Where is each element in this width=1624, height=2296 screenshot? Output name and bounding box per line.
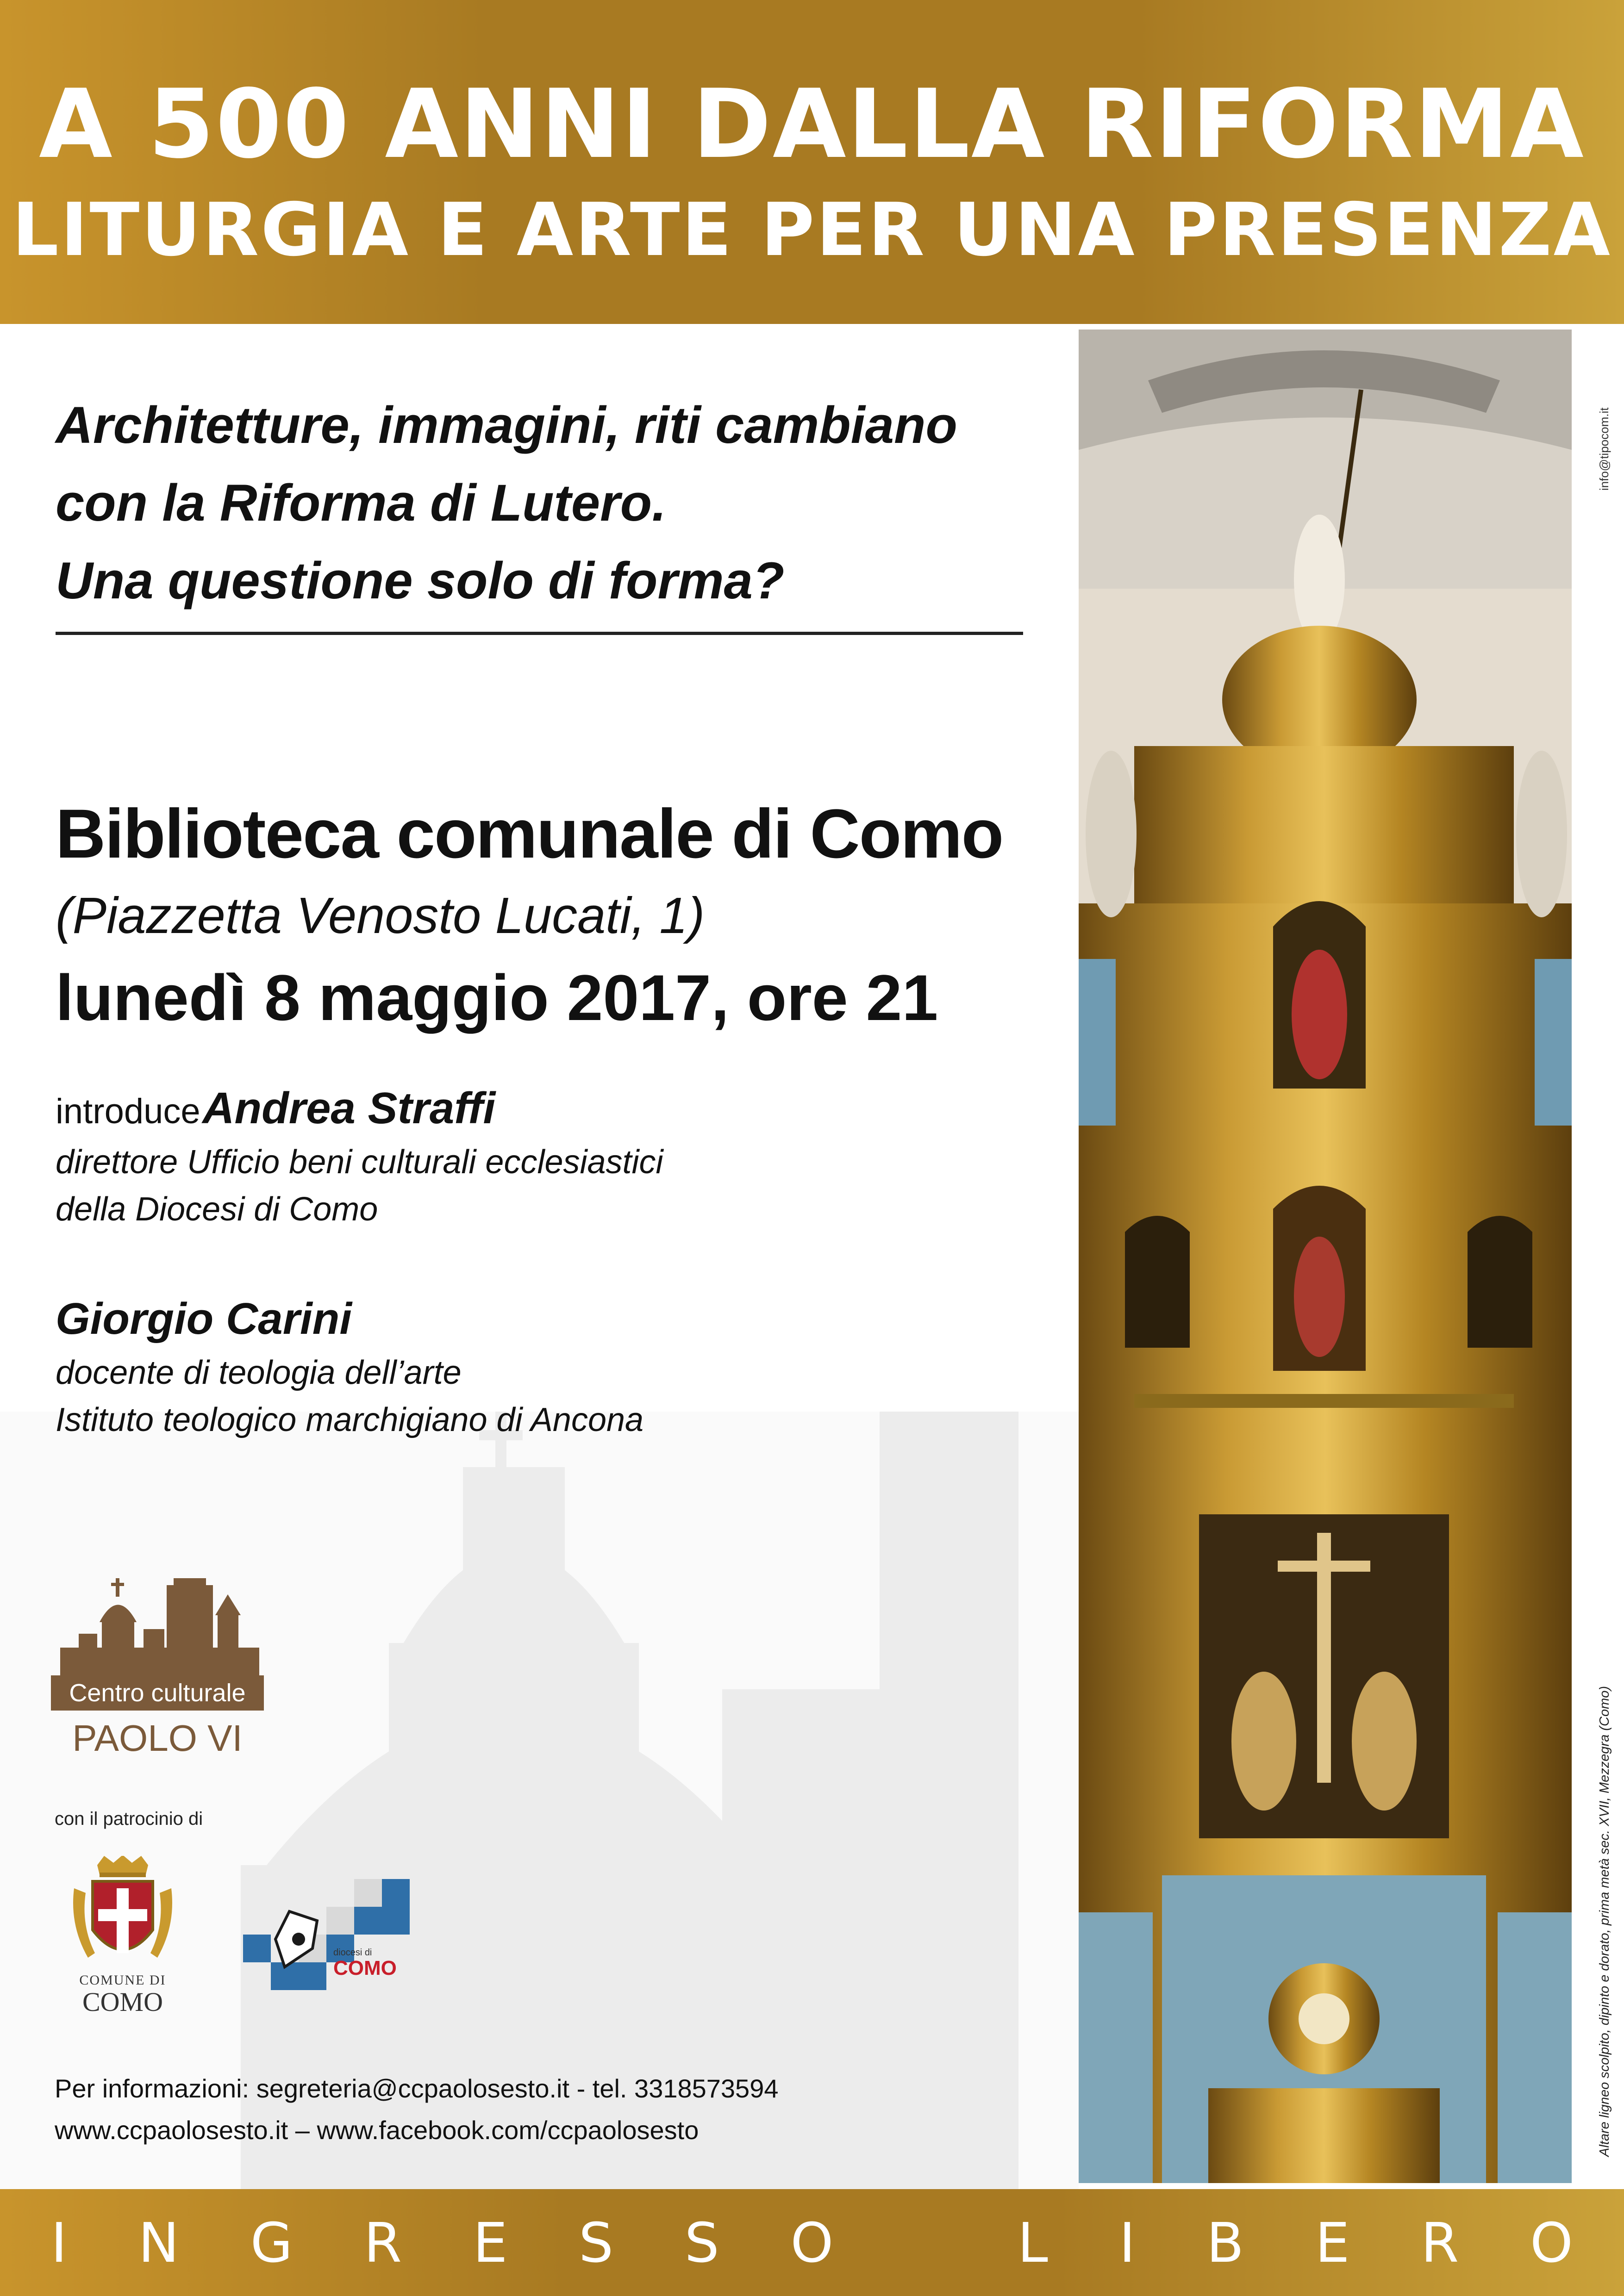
altar-photo xyxy=(1079,330,1572,2183)
coat-of-arms-icon xyxy=(69,1856,176,1972)
footer-letter: R xyxy=(1421,2210,1459,2275)
speaker-1-heading xyxy=(56,1083,495,1134)
header-banner xyxy=(0,0,1624,324)
footer-banner xyxy=(0,2189,1624,2296)
diocesi-logo-line-2: COMO xyxy=(333,1957,397,1979)
speaker-2-name: Giorgio Carini xyxy=(56,1294,352,1344)
paolo-logo-line-2: PAOLO VI xyxy=(72,1717,243,1759)
paolo-logo-banner xyxy=(51,1675,264,1711)
title-line-2: LITURGIA E ARTE PER UNA PRESENZA xyxy=(12,187,1612,273)
speaker-1-name: Andrea Straffi xyxy=(202,1083,496,1133)
footer-letter: L xyxy=(1017,2210,1048,2275)
patronage-label: con il patrocinio di xyxy=(55,1809,203,1829)
footer-letter: I xyxy=(51,2210,67,2275)
speaker-1-role-line-1: direttore Ufficio beni culturali ecclesiastici xyxy=(56,1144,663,1181)
diocesi-di-como-logo xyxy=(243,1879,419,1999)
footer-letter: O xyxy=(1530,2210,1573,2275)
footer-letter: S xyxy=(579,2210,613,2275)
comune-logo-line-1: COMUNE DI xyxy=(79,1972,166,1988)
footer-letter: S xyxy=(684,2210,719,2275)
intro-word: introduce xyxy=(56,1092,200,1131)
footer-letter: R xyxy=(363,2210,402,2275)
comune-logo-line-2: COMO xyxy=(82,1987,163,2017)
diocesi-mosaic-icon xyxy=(243,1879,419,1999)
paolo-logo-line-1: Centro culturale xyxy=(69,1679,246,1707)
speaker-2-role-line-2: Istituto teologico marchigiano di Ancona xyxy=(56,1401,644,1438)
photo-caption: Altare ligneo scolpito, dipinto e dorato, prima metà sec. XVII, Mezzegra (Como) xyxy=(1597,1686,1612,2157)
footer-letter: O xyxy=(790,2210,834,2275)
speaker-2-role-line-1: docente di teologia dell’arte xyxy=(56,1354,462,1391)
contact-websites: www.ccpaolosesto.it – www.facebook.com/ccpaolosesto xyxy=(55,2116,699,2145)
speaker-1-role-line-2: della Diocesi di Como xyxy=(56,1191,378,1228)
church-skyline-icon xyxy=(51,1569,269,1680)
divider-rule xyxy=(56,632,1023,635)
footer-letter: E xyxy=(473,2210,508,2275)
speaker-2-heading xyxy=(56,1294,352,1344)
subtitle-line-1: Architetture, immagini, riti cambiano xyxy=(56,396,957,454)
diocesi-logo-line-1: diocesi di xyxy=(333,1948,372,1958)
subtitle-question xyxy=(56,386,1051,620)
footer-free-entry xyxy=(0,2189,1624,2296)
footer-letter: G xyxy=(250,2210,293,2275)
subtitle-line-3: Una questione solo di forma? xyxy=(56,552,785,610)
footer-letter: E xyxy=(1315,2210,1350,2275)
footer-letter: N xyxy=(138,2210,179,2275)
footer-letter: I xyxy=(1119,2210,1136,2275)
footer-letter: B xyxy=(1206,2210,1244,2275)
comune-di-como-logo xyxy=(69,1856,176,2017)
subtitle-line-2: con la Riforma di Lutero. xyxy=(56,474,667,532)
contact-info: Per informazioni: segreteria@ccpaolosesto.it - tel. 3318573594 xyxy=(55,2074,779,2103)
photo-credit-top: info@tipocom.it xyxy=(1597,407,1611,491)
centro-culturale-paolo-vi-logo xyxy=(51,1569,269,1759)
event-address: (Piazzetta Venosto Lucati, 1) xyxy=(56,887,705,944)
event-date: lunedì 8 maggio 2017, ore 21 xyxy=(56,961,938,1034)
title-line-1: A 500 ANNI DALLA RIFORMA xyxy=(39,69,1585,180)
event-venue: Biblioteca comunale di Como xyxy=(56,795,1003,872)
